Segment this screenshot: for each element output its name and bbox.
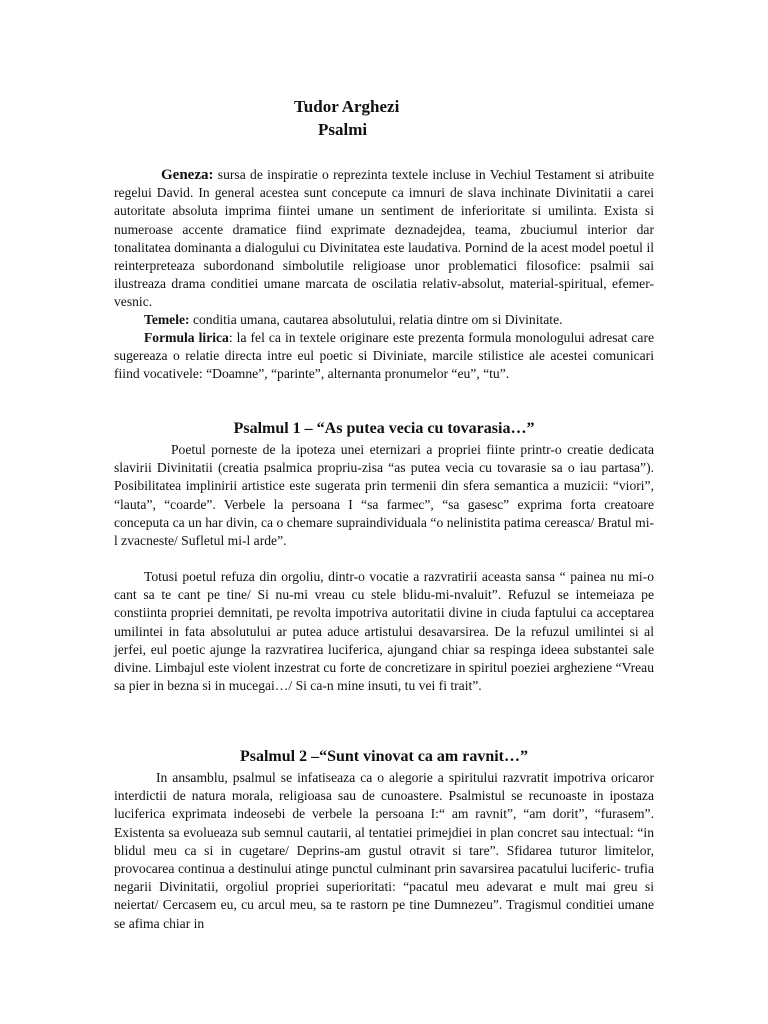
psalm2-heading: Psalmul 2 –“Sunt vinovat ca am ravnit…” [239,748,528,765]
formula-paragraph [114,329,654,384]
temele-paragraph [114,311,654,329]
page-title: Psalmi [318,120,368,139]
psalm1-paragraph-1: Poetul porneste de la ipoteza unei eternizari a propriei fiinte printr-o creatie dedicata slavirii Divinitatii (creatia psalmica propriu-zisa “as putea vecia cu tovarasie sa o iau partasa”). Posibilitatea implinirii artistice este sugerata prin termenii din sfera semantica a muzicii: “viori”, “lauta”, “coarde”. Verbele la persoana I “sa farmec”, “sa gasesc” exprima forta creatoare conceputa ca un har divin, ca o chemare supraindividuala “o nelinistita patima cereasca/ Bratul mi-l zvacneste/ Sufletul mi-l arde”. [114,442,654,549]
temele-label: Temele: [144,312,190,327]
formula-text: : la fel ca in textele originare este prezenta formula monologului adresat care sugereaza o relatie directa intre eul poetic si Diviniate, marcile stilistice ale acestei comunicari fiind vocativele: “Doamne”, “parinte”, alternanta pronumelor “eu”, “tu”. [114,330,655,382]
geneza-text: sursa de inspiratie o reprezinta textele incluse in Vechiul Testament si atribuite regelui David. In general acestea sunt concepute ca imnuri de slava inchinate Divinitatii a carei autoritate absoluta imprima fiintei umane un sentiment de inferioritate si umilinta. Exista si numeroase accente dramatice fiind exprimate deznadejdea, teama, zbuciumul interior dar tonalitatea dominanta a dialogului cu Divinitatea este laudativa. Pornind de la acest model poetul il reinterpreteaza subordonand simbolutile religioase unor problematici filosofice: psalmii sai ilustreaza drama conditiei umane marcata de oscilatia relativ-absolut, material-spiritual, efemer-vesnic. [114,167,654,310]
temele-text: conditia umana, cautarea absolutului, relatia dintre om si Divinitate. [192,312,563,327]
formula-label: Formula lirica [144,330,229,345]
author-heading: Tudor Arghezi [294,97,400,116]
psalm2-paragraph-1: In ansamblu, psalmul se infatiseaza ca o alegorie a spiritului razvratit impotriva oricaror interdictii de natura morala, religioasa sau de cunoastere. Psalmistul se recunoaste in ipostaza luciferica exprimata indeosebi de verbele la persoana I:“ am ravnit”, “am dorit”, “furasem”. Existenta sa evolueaza sub semnul cautarii, al tentatiei primejdiei in plan concret sau intectual: “in blidul meu ca si in cugetare/ Deprins-am gustul otravit si tare”. Sfidarea tuturor limitelor, provocarea continua a destinului atinge punctul culminant prin savarsirea pacatului luciferic- trufia negarii Divinitatii, orgoliul propriei superioritati: “pacatul meu adevarat e mult mai greu si neiertat/ Cercasem eu, cu arcul meu, sa te rastorn pe tine Dumnezeu”. Tragismul conditiei umane se afima chiar in [114,770,654,931]
geneza-paragraph [114,166,654,312]
psalm1-paragraph-2: Totusi poetul refuza din orgoliu, dintr-o vocatie a razvratirii aceasta sansa “ painea nu mi-o cant sa te cant pe tine/ Si nu-mi vreau cu stele blidu-mi-nvaluit”. Refuzul se intemeiaza pe constiinta propriei demnitati, pe revolta impotriva autoritatii divine in ciuda faptului ca acceptarea umilintei in fata absolutului ar putea aduce artistului desavarsirea. De la refuzul umilintei si al jerfei, eul poetic ajunge la razvratirea luciferica, ajungand chiar sa respinga ideea substantei sale divine. Limbajul este violent inzestrat cu forte de concretizare in spiritul poeziei argheziene “Vreau sa pier in bezna si in mucegai…/ Si ca-n mine insuti, tu vei fi trait”. [114,569,654,694]
geneza-label: Geneza: [161,167,214,183]
psalm1-heading: Psalmul 1 – “As putea vecia cu tovarasia…” [233,420,535,437]
